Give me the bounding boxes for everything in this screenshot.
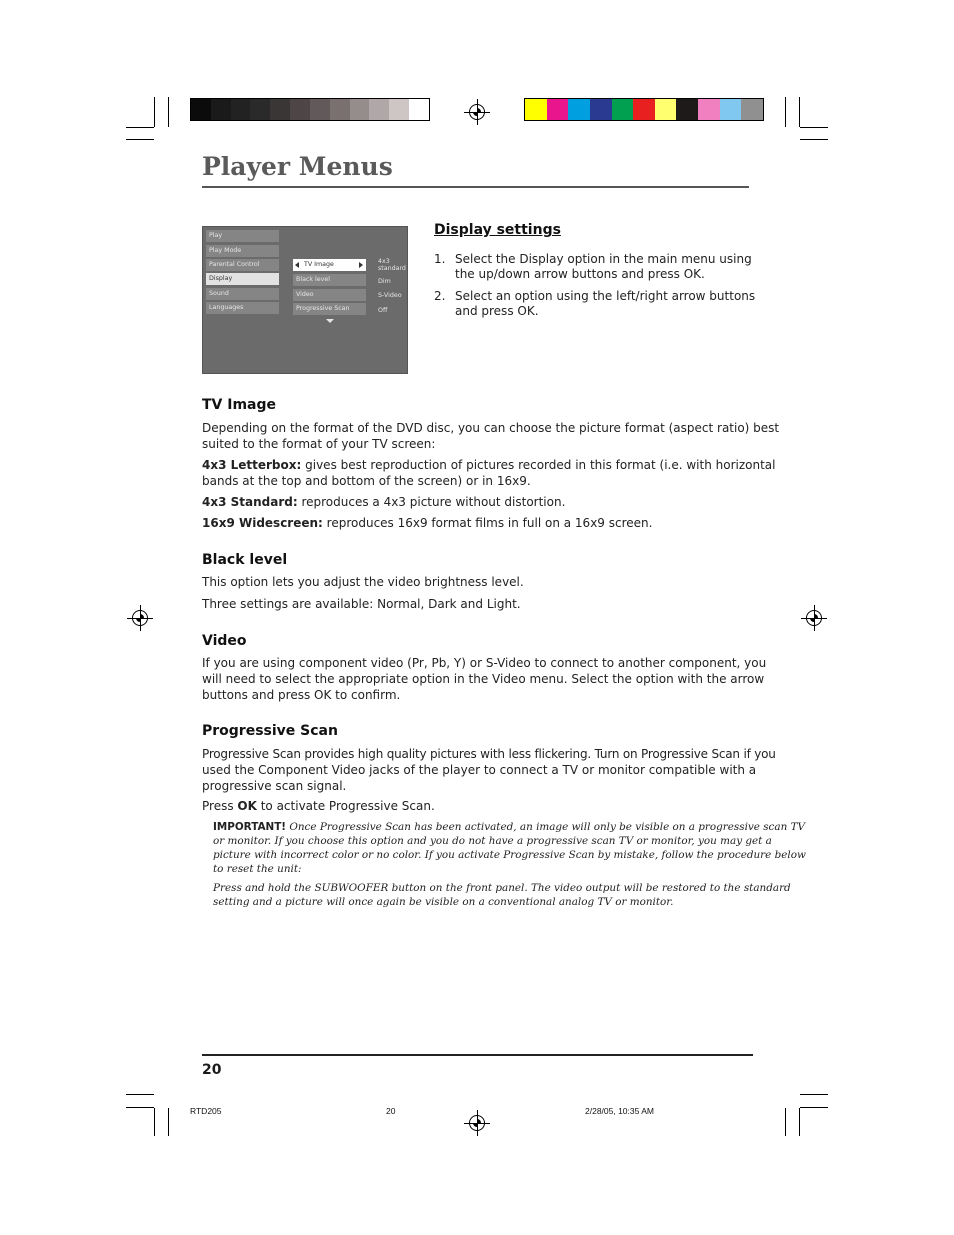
color-swatch	[191, 99, 211, 120]
standard-definition: 4x3 Standard: reproduces a 4x3 picture without distortion.	[202, 495, 566, 509]
color-swatch	[633, 99, 655, 120]
black-level-paragraph: Three settings are available: Normal, Dark and Light.	[202, 597, 521, 611]
osd-value: Off	[378, 307, 388, 314]
crop-mark	[126, 139, 154, 140]
color-swatch	[270, 99, 290, 120]
crop-mark	[785, 97, 786, 127]
black-level-paragraph: This option lets you adjust the video brightness level.	[202, 575, 524, 589]
tv-image-heading: TV Image	[202, 397, 277, 413]
osd-value: S-Video	[378, 292, 402, 299]
osd-main-item: Play	[206, 230, 279, 242]
color-swatch	[547, 99, 569, 120]
step-text: and press OK.	[455, 304, 539, 318]
crop-mark	[800, 139, 828, 140]
crop-mark	[126, 127, 154, 128]
osd-sub-item: Progressive Scan	[293, 303, 366, 315]
crop-mark	[126, 1107, 154, 1108]
reset-procedure: Press and hold the SUBWOOFER button on the front panel. The video output will be restored to the standard setting and a picture will once again be visible on a conventional analog TV or monitor.	[213, 882, 791, 908]
crop-mark	[800, 1094, 828, 1095]
widescreen-definition: 16x9 Widescreen: reproduces 16x9 format films in full on a 16x9 screen.	[202, 516, 653, 530]
color-swatch	[231, 99, 251, 120]
display-settings-heading: Display settings	[434, 222, 561, 238]
progressive-scan-paragraph: Progressive Scan provides high quality pictures with less flickering. Turn on Progressive Scan if you used the Component Video jacks of the player to connect a TV or monitor compatible with a progressive scan signal.	[202, 747, 776, 793]
term: 16x9 Widescreen:	[202, 516, 323, 530]
crop-mark	[799, 1108, 800, 1136]
osd-main-item: Parental Control	[206, 259, 279, 271]
crop-mark	[168, 1108, 169, 1136]
step-number: 2.	[434, 289, 446, 303]
page-title: Player Menus	[202, 152, 393, 181]
right-arrow-icon	[359, 262, 363, 268]
color-swatch	[590, 99, 612, 120]
color-swatch	[350, 99, 370, 120]
step-text: Select the Display option in the main menu using	[455, 252, 752, 266]
step-text: Select an option using the left/right arrow buttons	[455, 289, 756, 303]
crop-mark	[800, 1107, 828, 1108]
crop-mark	[800, 127, 828, 128]
registration-mark-icon	[801, 605, 827, 631]
color-swatch	[525, 99, 547, 120]
color-swatch	[211, 99, 231, 120]
osd-main-item: Languages	[206, 302, 279, 314]
press-ok-instruction: Press OK to activate Progressive Scan.	[202, 799, 435, 813]
important-note: IMPORTANT! Once Progressive Scan has been activated, an image will only be visible on a progressive scan TV or monitor. If you choose this option and you do not have a progressive scan TV or monitor, you may get a picture with incorrect color or no color. If you activate Progressive Scan by mistake, follow the procedure below to reset the unit:	[213, 821, 806, 875]
step-list	[434, 251, 754, 331]
osd-sub-item-selected: TV Image	[293, 259, 366, 271]
footer-page-ref: 20	[386, 1106, 396, 1116]
crop-mark	[168, 97, 169, 127]
color-swatch	[698, 99, 720, 120]
color-swatch	[250, 99, 270, 120]
video-paragraph: If you are using component video (Pr, Pb, Y) or S-Video to connect to another component, you will need to select the appropriate option in the Video menu. Select the option with the arrow buttons and press OK to confirm.	[202, 656, 767, 702]
color-swatch	[389, 99, 409, 120]
process-color-bar	[524, 98, 764, 121]
step-text: the up/down arrow buttons and press OK.	[455, 267, 705, 281]
crop-mark	[154, 1108, 155, 1136]
color-swatch	[369, 99, 389, 120]
color-swatch	[720, 99, 742, 120]
registration-mark-icon	[464, 1110, 490, 1136]
left-arrow-icon	[295, 262, 299, 268]
video-heading: Video	[202, 633, 247, 649]
term: 4x3 Letterbox:	[202, 458, 302, 472]
key-label: OK	[237, 799, 257, 813]
letterbox-definition: 4x3 Letterbox: gives best reproduction of pictures recorded in this format (i.e. with horizontal bands at the top and bottom of the screen) or in 16x9.	[202, 458, 776, 488]
color-swatch	[655, 99, 677, 120]
color-swatch	[568, 99, 590, 120]
osd-main-item-selected: Display	[206, 273, 279, 285]
osd-menu-screenshot	[202, 226, 408, 374]
osd-sub-item: Video	[293, 289, 366, 301]
term: 4x3 Standard:	[202, 495, 298, 509]
grayscale-color-bar	[190, 98, 430, 121]
down-arrow-icon	[326, 319, 334, 323]
registration-mark-icon	[464, 99, 490, 125]
color-swatch	[676, 99, 698, 120]
color-swatch	[612, 99, 634, 120]
color-swatch	[741, 99, 763, 120]
crop-mark	[154, 97, 155, 127]
osd-value: Dim	[378, 278, 391, 285]
color-swatch	[290, 99, 310, 120]
osd-main-item: Sound	[206, 288, 279, 300]
crop-mark	[799, 97, 800, 127]
footer-rule	[202, 1054, 753, 1056]
osd-main-item: Play Mode	[206, 245, 279, 257]
title-rule	[202, 186, 749, 188]
osd-sub-item: Black level	[293, 274, 366, 286]
color-swatch	[409, 99, 429, 120]
crop-mark	[785, 1108, 786, 1136]
tv-image-intro: Depending on the format of the DVD disc, you can choose the picture format (aspect ratio) best suited to the format of your TV screen:	[202, 421, 780, 451]
footer-model: RTD205	[190, 1106, 222, 1116]
step-number: 1.	[434, 252, 446, 266]
important-label: IMPORTANT!	[213, 821, 287, 833]
progressive-scan-heading: Progressive Scan	[202, 723, 338, 739]
crop-mark	[126, 1094, 154, 1095]
black-level-heading: Black level	[202, 552, 288, 568]
color-swatch	[330, 99, 350, 120]
registration-mark-icon	[127, 605, 153, 631]
color-swatch	[310, 99, 330, 120]
osd-value: 4x3 standard	[378, 258, 406, 272]
footer-timestamp: 2/28/05, 10:35 AM	[585, 1106, 654, 1116]
page-number: 20	[202, 1062, 222, 1078]
